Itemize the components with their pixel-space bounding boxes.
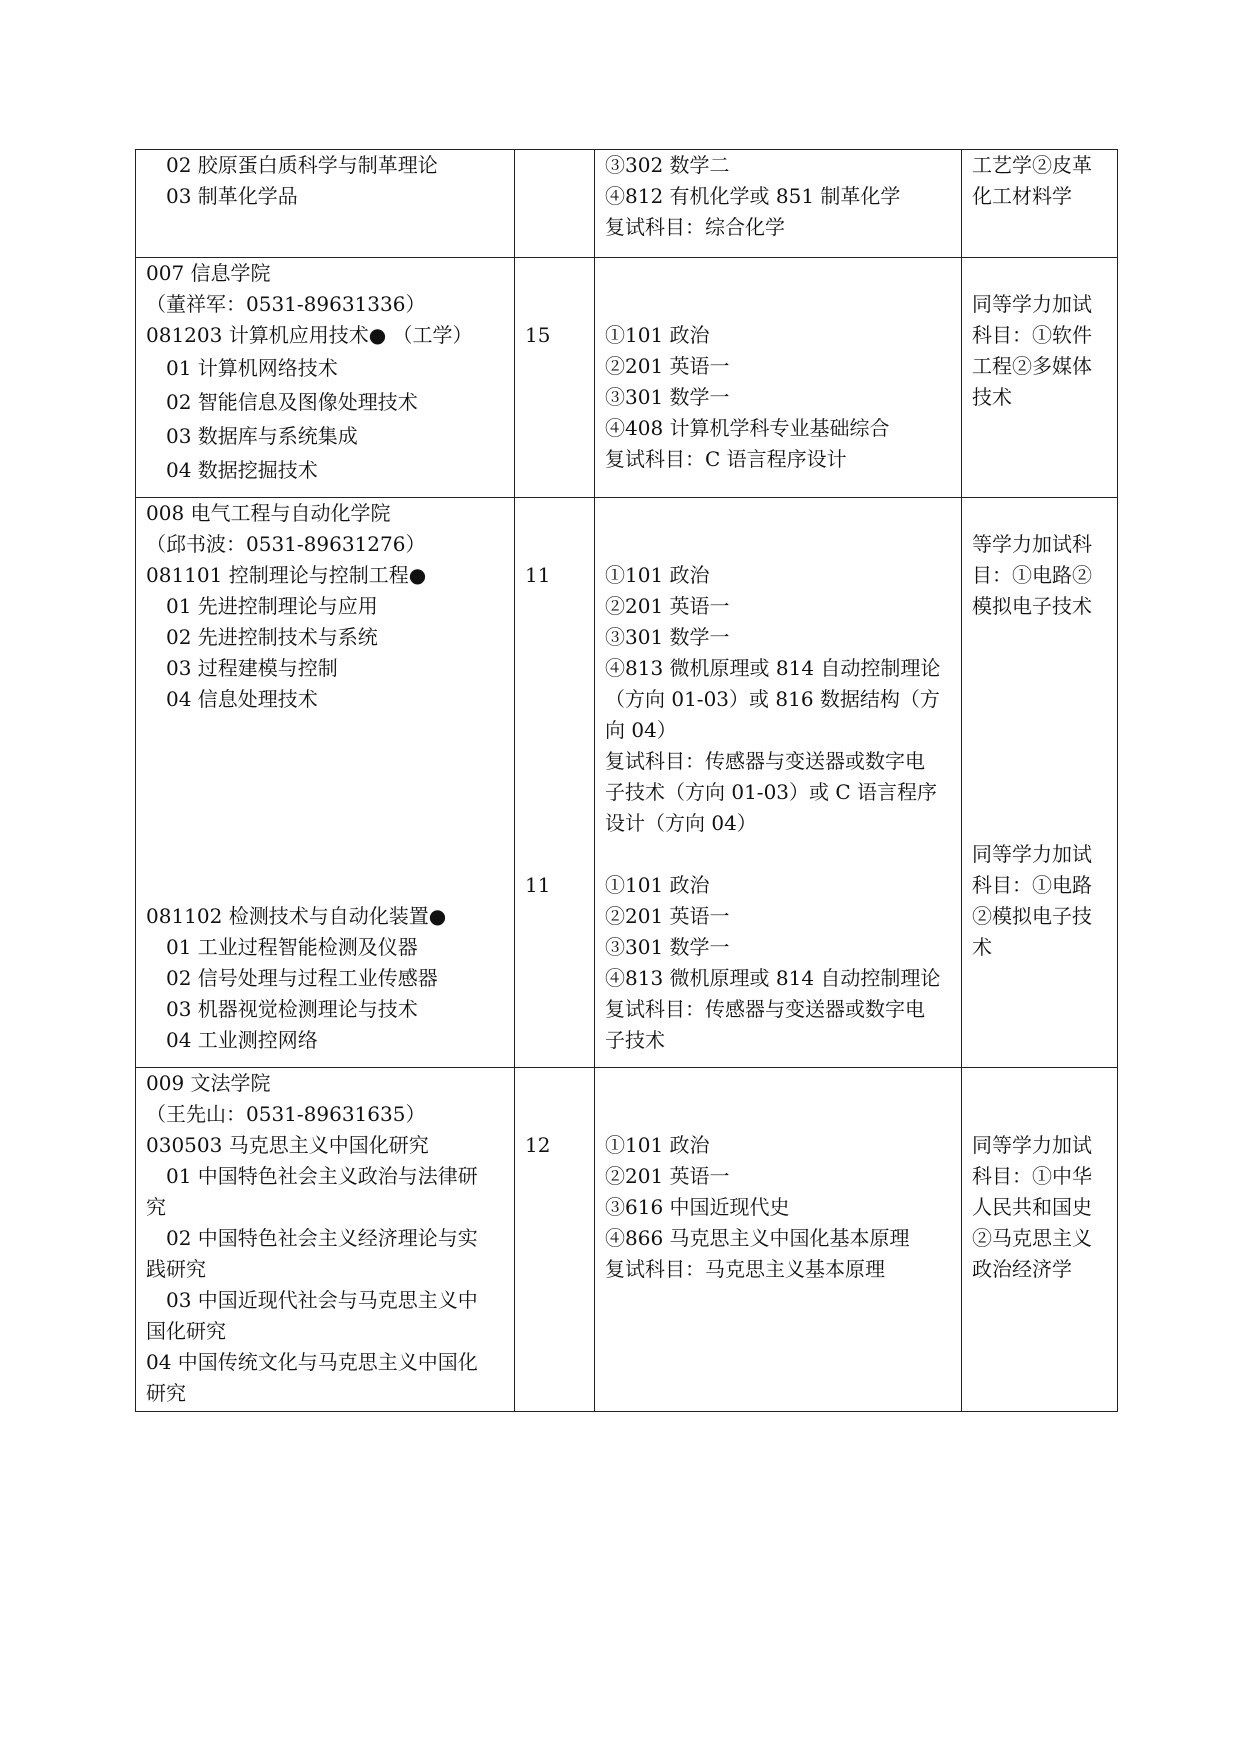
exam-item: （方向 01-03）或 816 数据结构（方 (605, 687, 940, 711)
remark-line: 技术 (972, 385, 1012, 409)
table-row (136, 150, 1118, 258)
admissions-table (135, 149, 1118, 1412)
direction-item: 02 智能信息及图像处理技术 (166, 390, 418, 414)
major-name: 081203 计算机应用技术● （工学） (146, 323, 473, 347)
exam-item: ②201 英语一 (605, 1164, 730, 1188)
remark-line: 科目：①电路 (972, 873, 1092, 897)
remark-line: 科目：①中华 (972, 1164, 1092, 1188)
direction-item: 践研究 (146, 1257, 206, 1281)
exam-item: 子技术 (605, 1028, 665, 1052)
remark-line: 术 (972, 935, 992, 959)
exam-item: 复试科目：马克思主义基本原理 (605, 1257, 885, 1281)
exam-item: ①101 政治 (605, 563, 710, 587)
exam-item: 复试科目：综合化学 (605, 215, 785, 239)
direction-item: 01 计算机网络技术 (166, 356, 338, 380)
remark-line: ②马克思主义 (972, 1226, 1092, 1250)
remark-line: 同等学力加试 (972, 1133, 1092, 1157)
direction-item: 03 过程建模与控制 (166, 656, 338, 680)
exam-item: ④812 有机化学或 851 制革化学 (605, 184, 901, 208)
enrollment-cell (515, 150, 595, 258)
exam-item: 设计（方向 04） (605, 811, 757, 835)
exam-item: 向 04） (605, 718, 677, 742)
exam-cell (595, 498, 962, 1068)
exam-cell (595, 150, 962, 258)
direction-item: 03 机器视觉检测理论与技术 (166, 997, 418, 1021)
enrollment-count: 15 (525, 323, 551, 347)
exam-cell (595, 258, 962, 498)
exam-item: ④813 微机原理或 814 自动控制理论 (605, 656, 941, 680)
exam-item: ①101 政治 (605, 873, 710, 897)
major-name: 030503 马克思主义中国化研究 (146, 1133, 429, 1157)
exam-item: ③301 数学一 (605, 625, 730, 649)
remark-cell (962, 1068, 1118, 1412)
remark-cell (962, 498, 1118, 1068)
enrollment-cell (515, 1068, 595, 1412)
exam-item: ③301 数学一 (605, 935, 730, 959)
exam-item: 复试科目：C 语言程序设计 (605, 447, 847, 471)
direction-item: 03 数据库与系统集成 (166, 424, 358, 448)
direction-item: 02 中国特色社会主义经济理论与实 (166, 1226, 478, 1250)
major-name: 081102 检测技术与自动化装置● (146, 904, 447, 928)
major-cell (136, 1068, 515, 1412)
remark-line: 模拟电子技术 (972, 594, 1092, 618)
table-row (136, 1068, 1118, 1412)
direction-item: 01 中国特色社会主义政治与法律研 (166, 1164, 478, 1188)
exam-item: 复试科目：传感器与变送器或数字电 (605, 749, 925, 773)
direction-item: 03 制革化学品 (166, 184, 298, 208)
exam-item: ④813 微机原理或 814 自动控制理论 (605, 966, 941, 990)
exam-item: ④866 马克思主义中国化基本原理 (605, 1226, 910, 1250)
remark-line: 科目：①软件 (972, 323, 1092, 347)
exam-item: 复试科目：传感器与变送器或数字电 (605, 997, 925, 1021)
exam-item: ②201 英语一 (605, 594, 730, 618)
remark-line: 等学力加试科 (972, 532, 1092, 556)
exam-item: ①101 政治 (605, 323, 710, 347)
direction-item: 研究 (146, 1381, 186, 1405)
direction-item: 究 (146, 1195, 166, 1219)
exam-item: ③302 数学二 (605, 153, 730, 177)
table-row (136, 258, 1118, 498)
major-cell (136, 498, 515, 1068)
direction-item: 国化研究 (146, 1319, 226, 1343)
remark-line: 同等学力加试 (972, 292, 1092, 316)
enrollment-count: 11 (525, 563, 551, 587)
direction-item: 03 中国近现代社会与马克思主义中 (166, 1288, 478, 1312)
department-contact: （邱书波：0531-89631276） (146, 532, 426, 556)
direction-item: 02 先进控制技术与系统 (166, 625, 378, 649)
remark-line: ②模拟电子技 (972, 904, 1092, 928)
exam-item: ①101 政治 (605, 1133, 710, 1157)
major-name: 081101 控制理论与控制工程● (146, 563, 427, 587)
exam-item: 子技术（方向 01-03）或 C 语言程序 (605, 780, 938, 804)
department-name: 008 电气工程与自动化学院 (146, 501, 391, 525)
direction-item: 04 中国传统文化与马克思主义中国化 (146, 1350, 478, 1374)
remark-cell (962, 150, 1118, 258)
direction-item: 01 工业过程智能检测及仪器 (166, 935, 418, 959)
exam-cell (595, 1068, 962, 1412)
exam-item: ③301 数学一 (605, 385, 730, 409)
remark-line: 同等学力加试 (972, 842, 1092, 866)
major-cell (136, 258, 515, 498)
remark-line: 化工材料学 (972, 184, 1072, 208)
enrollment-count: 11 (525, 873, 551, 897)
direction-item: 04 信息处理技术 (166, 687, 318, 711)
direction-item: 01 先进控制理论与应用 (166, 594, 378, 618)
remark-cell (962, 258, 1118, 498)
direction-item: 04 数据挖掘技术 (166, 458, 318, 482)
department-contact: （董祥军：0531-89631336） (146, 292, 426, 316)
department-contact: （王先山：0531-89631635） (146, 1102, 426, 1126)
direction-item: 02 胶原蛋白质科学与制革理论 (166, 153, 438, 177)
department-name: 009 文法学院 (146, 1071, 271, 1095)
exam-item: ②201 英语一 (605, 354, 730, 378)
table-row (136, 498, 1118, 1068)
direction-item: 02 信号处理与过程工业传感器 (166, 966, 438, 990)
remark-line: 工艺学②皮革 (972, 153, 1092, 177)
exam-item: ④408 计算机学科专业基础综合 (605, 416, 890, 440)
remark-line: 目：①电路② (972, 563, 1092, 587)
department-name: 007 信息学院 (146, 261, 271, 285)
direction-item: 04 工业测控网络 (166, 1028, 318, 1052)
remark-line: 人民共和国史 (972, 1195, 1092, 1219)
remark-line: 工程②多媒体 (972, 354, 1092, 378)
exam-item: ③616 中国近现代史 (605, 1195, 790, 1219)
major-cell (136, 150, 515, 258)
enrollment-cell (515, 498, 595, 1068)
enrollment-cell (515, 258, 595, 498)
exam-item: ②201 英语一 (605, 904, 730, 928)
remark-line: 政治经济学 (972, 1257, 1072, 1281)
enrollment-count: 12 (525, 1133, 551, 1157)
